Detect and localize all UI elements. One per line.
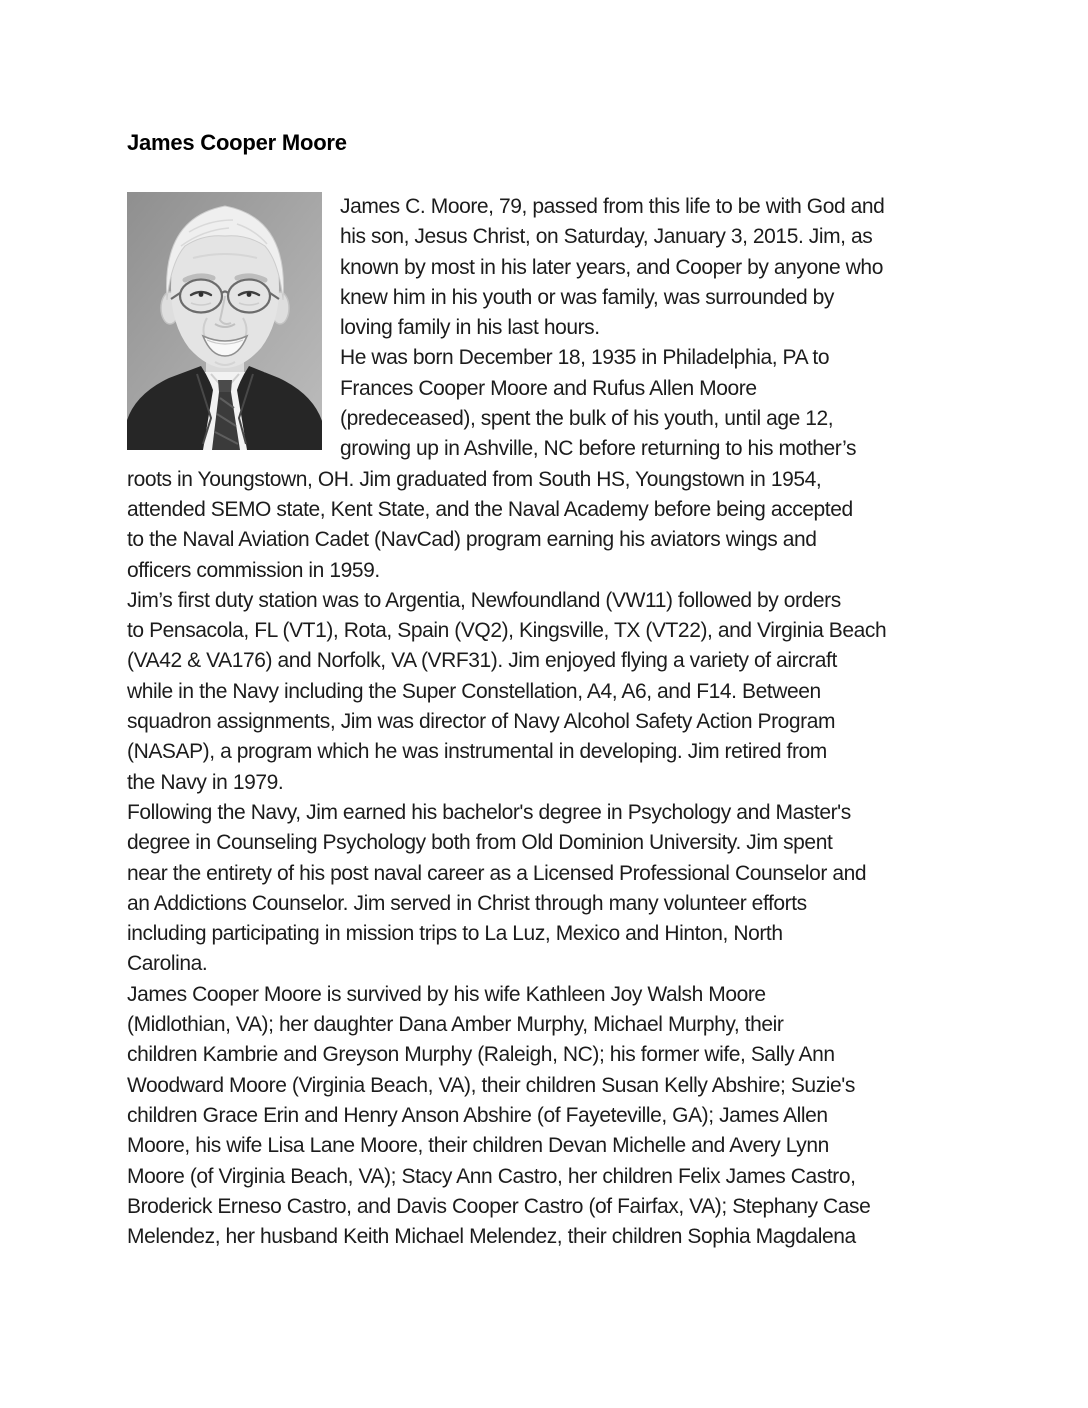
text-line: Melendez, her husband Keith Michael Melendez, their children Sophia Magdalena <box>127 1225 856 1249</box>
text-line: squadron assignments, Jim was director of Navy Alcohol Safety Action Program <box>127 710 836 734</box>
text-line: attended SEMO state, Kent State, and the Naval Academy before being accepted <box>127 497 853 521</box>
text-line: his son, Jesus Christ, on Saturday, January 3, 2015. Jim, as <box>340 225 873 249</box>
text-line: Carolina. <box>127 952 208 976</box>
text-line: an Addictions Counselor. Jim served in Christ through many volunteer efforts <box>127 891 807 915</box>
text-line: (VA42 & VA176) and Norfolk, VA (VRF31). Jim enjoyed flying a variety of aircraft <box>127 649 837 673</box>
text-line: (predeceased), spent the bulk of his youth, until age 12, <box>340 407 834 431</box>
text-line: growing up in Ashville, NC before returning to his mother’s <box>340 437 857 461</box>
text-line: Woodward Moore (Virginia Beach, VA), their children Susan Kelly Abshire; Suzie's <box>127 1073 855 1097</box>
text-line: near the entirety of his post naval career as a Licensed Professional Counselor and <box>127 861 867 885</box>
text-line: Moore (of Virginia Beach, VA); Stacy Ann Castro, her children Felix James Castro, <box>127 1164 856 1188</box>
text-line: Following the Navy, Jim earned his bachelor's degree in Psychology and Master's <box>127 800 851 824</box>
text-line: known by most in his later years, and Cooper by anyone who <box>340 255 883 279</box>
text-line: roots in Youngstown, OH. Jim graduated from South HS, Youngstown in 1954, <box>127 467 822 491</box>
text-line: (Midlothian, VA); her daughter Dana Amber Murphy, Michael Murphy, their <box>127 1013 784 1037</box>
text-line: (NASAP), a program which he was instrumental in developing. Jim retired from <box>127 740 827 764</box>
text-line: He was born December 18, 1935 in Philadelphia, PA to <box>340 346 830 370</box>
text-line: children Grace Erin and Henry Anson Abshire (of Fayeteville, GA); James Allen <box>127 1103 828 1127</box>
text-line: James Cooper Moore is survived by his wife Kathleen Joy Walsh Moore <box>127 982 766 1006</box>
text-line: officers commission in 1959. <box>127 558 380 582</box>
text-line: to Pensacola, FL (VT1), Rota, Spain (VQ2), Kingsville, TX (VT22), and Virginia Beach <box>127 619 887 643</box>
page-title: James Cooper Moore <box>127 130 347 155</box>
text-line: loving family in his last hours. <box>340 316 600 340</box>
text-line: while in the Navy including the Super Constellation, A4, A6, and F14. Between <box>127 679 821 703</box>
text-line: children Kambrie and Greyson Murphy (Raleigh, NC); his former wife, Sally Ann <box>127 1043 835 1067</box>
text-line: the Navy in 1979. <box>127 770 284 794</box>
text-line: Frances Cooper Moore and Rufus Allen Moore <box>340 376 757 400</box>
text-line: degree in Counseling Psychology both from Old Dominion University. Jim spent <box>127 831 833 855</box>
text-line: James C. Moore, 79, passed from this life to be with God and <box>340 195 885 218</box>
text-line: Broderick Erneso Castro, and Davis Cooper Castro (of Fairfax, VA); Stephany Case <box>127 1194 871 1218</box>
text-line: knew him in his youth or was family, was surrounded by <box>340 285 834 309</box>
obituary-text <box>127 192 972 1252</box>
text-line: Moore, his wife Lisa Lane Moore, their children Devan Michelle and Avery Lynn <box>127 1134 829 1158</box>
text-line: to the Naval Aviation Cadet (NavCad) program earning his aviators wings and <box>127 528 817 552</box>
text-line: Jim’s first duty station was to Argentia, Newfoundland (VW11) followed by orders <box>127 588 841 612</box>
text-line: including participating in mission trips to La Luz, Mexico and Hinton, North <box>127 922 783 946</box>
